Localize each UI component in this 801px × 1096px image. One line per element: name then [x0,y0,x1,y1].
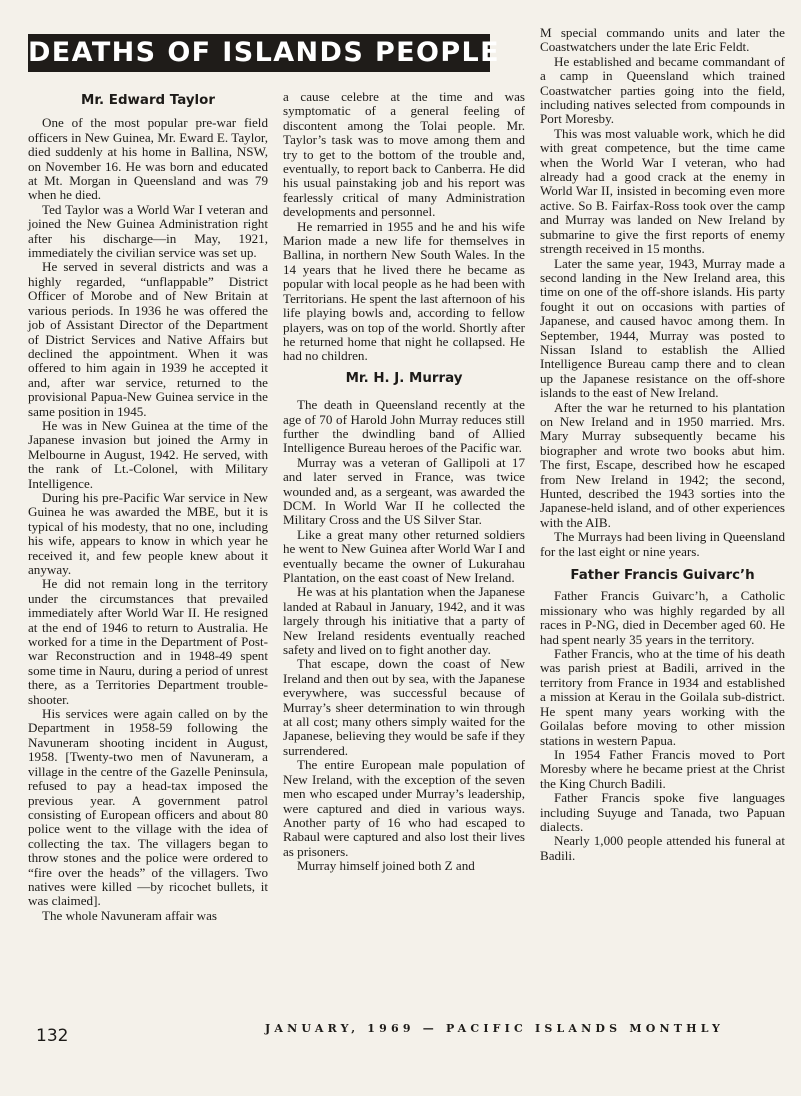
column-2 [283,90,525,874]
article-paragraph: The Murrays had been living in Queensland for the last eight or nine years. [540,529,785,559]
article-paragraph: Father Francis Guivarc’h, a Catholic missionary who was highly regarded by all races in P-NG, died in December aged 60. He had spent nearly 35 years in the territory. [540,588,785,647]
article-paragraph: He remarried in 1955 and he and his wife Marion made a new life for themselves in Ballina, in northern New South Wales. In the 14 years that he lived there he became as popular with local people as he had been with Territorians. He spent the last afternoon of his life playing bowls and, according to fellow players, was on top of the world. Shortly after he returned home that night he collapsed. He had no children. [283,218,525,364]
article-paragraph: Father Francis spoke five languages including Suyuge and Tanada, two Papuan dialects. [540,790,785,834]
article-paragraph: He served in several districts and was a highly regarded, “unflappable” District Officer of Morobe and of New Britain at various periods. In 1936 he was offered the job of Assistant Director of the Department of District Services and Native Affairs but declined the appointment. When it was offered to him again in 1939 he accepted it and, after war service, returned to the provisional Papua-New Guinea service in the same position in 1945. [28,259,268,419]
article-paragraph: After the war he returned to his plantation on New Ireland and in 1950 married. Mrs. Mary Murray subsequently became his biographer and wrote two books abut him. The first, Escape, described how he escaped from New Ireland in 1942; the second, Hunted, described the 1943 sorties into the Japanese-held island, and of other experiences with the AIB. [540,399,785,530]
article-paragraph: Ted Taylor was a World War I veteran and joined the New Guinea Administration right after his discharge—in May, 1921, immediately the civilian service was set up. [28,201,268,261]
article-paragraph: Murray himself joined both Z and [297,858,475,874]
article-paragraph: The entire European male population of New Ireland, with the exception of the seven men who escaped under Murray’s leadership, were captured and died in various ways. Another party of 16 who had escaped to Rabaul were captured and also lost their lives as prisoners. [283,757,525,859]
article-paragraph: Father Francis, who at the time of his death was parish priest at Badili, arrived in the territory from France in 1934 and established a mission at Kerau in the Goilala sub-district. He spent many years working with the Goilalas before moving to other mission stations in western Papua. [540,646,785,748]
obituary-heading: Mr. Edward Taylor [81,93,215,108]
article-paragraph: One of the most popular pre-war field officers in New Guinea, Mr. Eward E. Taylor, died suddenly at his home in Ballina, NSW, on November 16. He was born and educated at Mt. Morgan in Queensland and was 79 when he died. [28,115,268,203]
section-banner: DEATHS OF ISLANDS PEOPLE [28,34,490,72]
article-paragraph: This was most valuable work, which he did with great competence, but the time came when the World War I veteran, who had already had a good crack at the enemy in World War II, insisted in becoming even more active. So B. Fairfax-Ross took over the camp and Murray was landed on New Ireland by submarine to give the first reports of enemy strength received in 15 months. [540,125,785,257]
masthead: JANUARY, 1969 — PACIFIC ISLANDS MONTHLY [265,1022,725,1035]
article-paragraph: Nearly 1,000 people attended his funeral at Badili. [540,833,785,863]
column-3 [540,26,785,863]
article-paragraph: He did not remain long in the territory under the circumstances that prevailed immediately after World War II. He resigned at the end of 1946 to return to Australia. He worked for a time in the Department of Post-war Reconstruction and in 1948-49 spent some time in Nauru, during a period of unrest there, as a Territories Department trouble-shooter. [28,576,268,707]
article-paragraph: M special commando units and later the Coastwatchers under the late Eric Feldt. [540,25,785,55]
article-paragraph: During his pre-Pacific War service in New Guinea he was awarded the MBE, but it is typical of his modesty, that no one, including his wife, appears to know in which year he received it, and few people knew about it anyway. [28,489,268,577]
article-paragraph: In 1954 Father Francis moved to Port Moresby where he became priest at the Christ the King Church Badili. [540,746,785,791]
obituary-heading: Father Francis Guivarc’h [570,568,755,584]
obituary-heading: Mr. H. J. Murray [345,370,463,386]
article-paragraph: Later the same year, 1943, Murray made a second landing in the New Ireland area, this time on one of the off-shore islands. His party fought it out on occasions with parties of Japanese, and caused havoc among them. In September, 1944, Murray was posted to Nissan Island to establish the Allied Intelligence Bureau camp there and to clean up the Japanese resistance on the off-shore islands to the east of New Ireland. [540,255,785,401]
article-paragraph: He was at his plantation when the Japanese landed at Rabaul in January, 1942, and it was largely through his initiative that a party of New Ireland residents eventually reached safety and lived on to fight another day. [283,584,525,658]
column-1 [28,30,268,923]
article-paragraph: That escape, down the coast of New Ireland and then out by sea, with the Japanese everywhere, was successful because of Murray’s sheer determination to win through at all cost; many others simply waited for the Japanese, believing they would be safe if they surrendered. [283,656,525,758]
article-paragraph: He was in New Guinea at the time of the Japanese invasion but joined the Army in Melbourne in August, 1942. He served, with the rank of Lt.-Colonel, with Military Intelligence. [28,417,268,491]
article-paragraph: a cause celebre at the time and was symptomatic of a general feeling of discontent among the Tolai people. Mr. Taylor’s task was to move among them and try to get to the bottom of the trouble and, eventually, to report back to Canberra. He did his usual painstaking job and his report was fearlessly critical of many Administration developments and personnel. [283,89,525,220]
article-paragraph: The whole Navuneram affair was [42,907,217,923]
article-paragraph: He established and became commandant of a camp in Queensland which trained Coastwatcher parties going into the field, including natives selected from compounds in Port Moresby. [540,53,785,127]
article-paragraph: Like a great many other returned soldiers he went to New Guinea after World War I and eventually became the owner of Lukurahau Plantation, on the east coast of New Ireland. [283,526,525,585]
page-footer [0,1022,801,1052]
article-paragraph: His services were again called on by the Department in 1958-59 following the Navuneram shooting incident in August, 1958. [Twenty-two men of Navuneram, a village in the centre of the Gazelle Peninsula, refused to pay a head-tax imposed the previous year. A government patrol consisting of European officers and about 80 police went to the village with the idea of collecting the tax. The villagers began to throw stones and the police were ordered to “fire over the heads” of the villagers. Two natives were killed —by ricochet bullets, it was claimed]. [28,706,268,909]
page-number: 132 [36,1026,69,1046]
article-paragraph: Murray was a veteran of Gallipoli at 17 and later served in France, was twice wounded and, as a sergeant, was awarded the DCM. In World War II he collected the Military Cross and the US Silver Star. [283,454,525,528]
article-paragraph: The death in Queensland recently at the age of 70 of Harold John Murray reduces still further the dwindling band of Allied Intelligence Bureau heroes of the Pacific war. [283,397,525,456]
